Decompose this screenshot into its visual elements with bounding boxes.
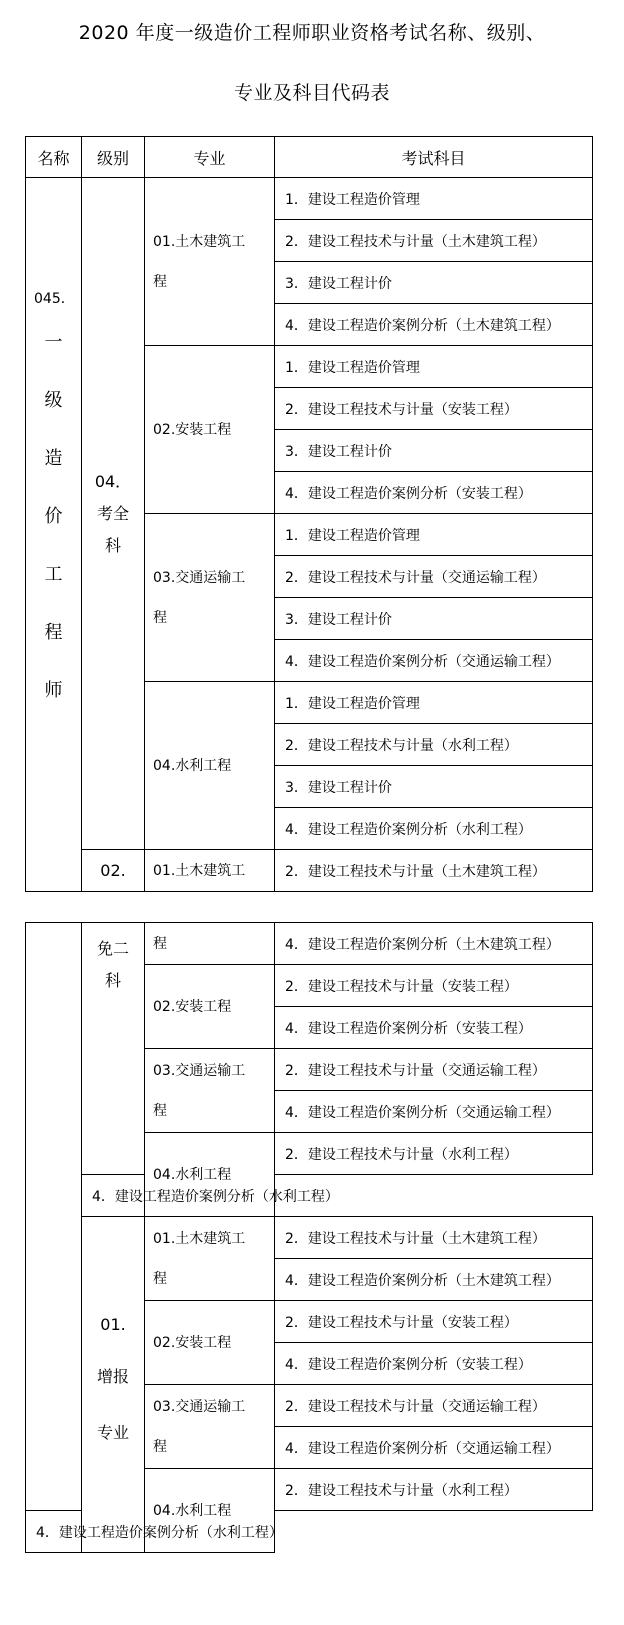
subject-cell: 4．建设工程造价案例分析（水利工程）: [82, 1175, 145, 1217]
major-install: 02.安装工程: [145, 965, 275, 1049]
major-install: 02.安装工程: [145, 346, 275, 514]
subject-cell: 2．建设工程技术与计量（安装工程）: [275, 965, 593, 1007]
table-row: [26, 923, 593, 965]
subject-cell: 2．建设工程技术与计量（安装工程）: [275, 388, 593, 430]
subject-cell: 4．建设工程造价案例分析（水利工程）: [26, 1511, 82, 1553]
major-traffic: 03.交通运输工 程: [145, 1049, 275, 1133]
subject-cell: 3．建设工程计价: [275, 766, 593, 808]
exam-name-char: 价: [44, 506, 63, 527]
subject-cell: 2．建设工程技术与计量（土木建筑工程）: [275, 1217, 593, 1259]
major-civil: 程: [145, 923, 275, 965]
level-add-code: 01.: [100, 1314, 126, 1334]
subject-cell: 4．建设工程造价案例分析（安装工程）: [275, 1007, 593, 1049]
level-exempt2-text: 免二科: [96, 939, 129, 990]
level-full-text: 考全科: [96, 503, 129, 555]
level-exempt2-code: 02.: [82, 850, 145, 892]
document-title-line-2: 专业及科目代码表: [233, 82, 390, 104]
exam-name-char: 级: [44, 390, 63, 411]
major-water: 04.水利工程: [145, 682, 275, 850]
subject-cell: 1．建设工程造价管理: [275, 682, 593, 724]
table-row: [26, 850, 593, 892]
subject-cell: 2．建设工程技术与计量（交通运输工程）: [275, 1385, 593, 1427]
major-install: 02.安装工程: [145, 1301, 275, 1385]
header-name: 名称: [26, 137, 82, 178]
table-row: [26, 1217, 593, 1259]
major-civil: 01.土木建筑工: [145, 850, 275, 892]
subject-cell: 4．建设工程造价案例分析（交通运输工程）: [275, 1427, 593, 1469]
subject-cell: 2．建设工程技术与计量（安装工程）: [275, 1301, 593, 1343]
code-table-part-1: [25, 136, 593, 892]
subject-cell: 4．建设工程造价案例分析（安装工程）: [275, 1343, 593, 1385]
document-title-line-1: 2020 年度一级造价工程师职业资格考试名称、级别、: [78, 22, 546, 44]
subject-cell: 1．建设工程造价管理: [275, 346, 593, 388]
code-table-part-2: [25, 922, 593, 1553]
exam-name-char: 工: [44, 564, 63, 585]
table-header-row: [26, 137, 593, 178]
header-level: 级别: [82, 137, 145, 178]
table-row: [26, 178, 593, 220]
subject-cell: 2．建设工程技术与计量（水利工程）: [275, 724, 593, 766]
exam-name-char: 一: [44, 332, 63, 353]
exam-name-char: 师: [44, 680, 63, 701]
major-traffic: 03.交通运输工 程: [145, 514, 275, 682]
level-full-cell: [82, 178, 145, 850]
subject-cell: 2．建设工程技术与计量（土木建筑工程）: [275, 220, 593, 262]
exam-code: 045．: [34, 291, 75, 307]
header-subject: 考试科目: [275, 137, 593, 178]
major-water: 04.水利工程: [145, 1133, 275, 1217]
subject-cell: 3．建设工程计价: [275, 430, 593, 472]
subject-cell: 4．建设工程造价案例分析（交通运输工程）: [275, 640, 593, 682]
subject-cell: 4．建设工程造价案例分析（安装工程）: [275, 472, 593, 514]
table-row: [26, 1175, 593, 1217]
subject-cell: 4．建设工程造价案例分析（交通运输工程）: [275, 1091, 593, 1133]
major-civil: 01.土木建筑工 程: [145, 1217, 275, 1301]
subject-cell: 1．建设工程造价管理: [275, 514, 593, 556]
subject-cell: 4．建设工程造价案例分析（土木建筑工程）: [275, 1259, 593, 1301]
subject-cell: 2．建设工程技术与计量（交通运输工程）: [275, 1049, 593, 1091]
exam-name-char: 程: [44, 622, 63, 643]
exam-name-char: 造: [44, 448, 63, 469]
level-add-text: 增报专业: [96, 1366, 129, 1442]
header-major: 专业: [145, 137, 275, 178]
exam-name-vertical: [26, 314, 81, 720]
level-exempt2-cell: [82, 923, 145, 1175]
level-add-cell: [82, 1217, 145, 1553]
subject-cell: 2．建设工程技术与计量（土木建筑工程）: [275, 850, 593, 892]
level-full-code: 04．: [94, 471, 132, 491]
subject-cell: 2．建设工程技术与计量（水利工程）: [275, 1469, 593, 1511]
subject-cell: 3．建设工程计价: [275, 262, 593, 304]
subject-cell: 4．建设工程造价案例分析（土木建筑工程）: [275, 923, 593, 965]
subject-cell: 3．建设工程计价: [275, 598, 593, 640]
subject-cell: 4．建设工程造价案例分析（水利工程）: [275, 808, 593, 850]
major-water: 04.水利工程: [145, 1469, 275, 1553]
exam-name-cell: [26, 178, 82, 892]
major-civil: 01.土木建筑工 程: [145, 178, 275, 346]
subject-cell: 2．建设工程技术与计量（交通运输工程）: [275, 556, 593, 598]
exam-name-cell-continued: [26, 923, 82, 1511]
subject-cell: 1．建设工程造价管理: [275, 178, 593, 220]
subject-cell: 4．建设工程造价案例分析（土木建筑工程）: [275, 304, 593, 346]
subject-cell: 2．建设工程技术与计量（水利工程）: [275, 1133, 593, 1175]
major-traffic: 03.交通运输工 程: [145, 1385, 275, 1469]
